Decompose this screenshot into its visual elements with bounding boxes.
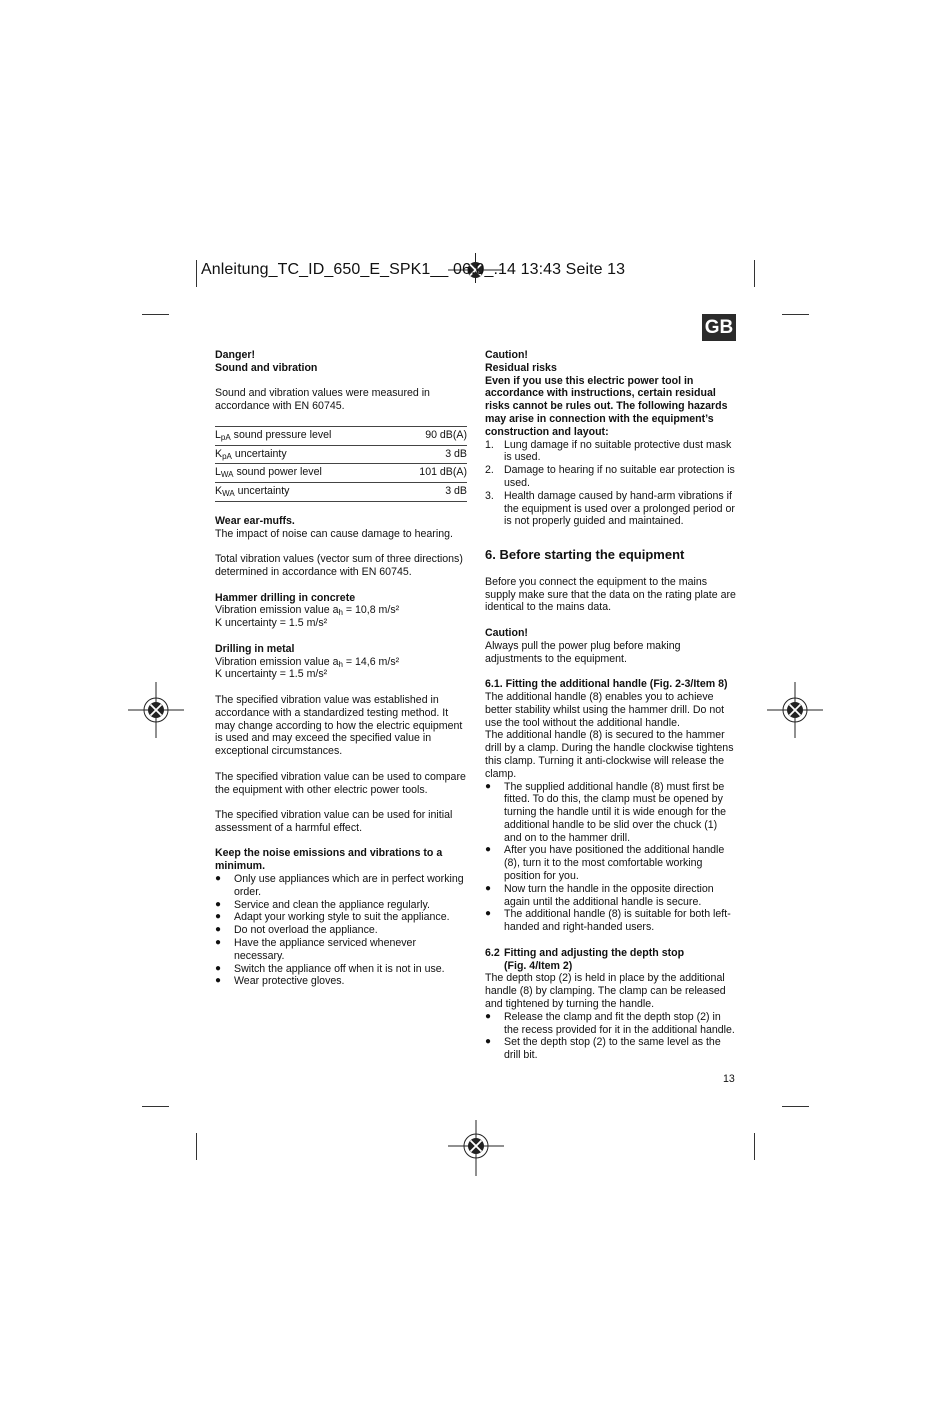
left-column [215, 349, 468, 988]
metal-drilling-heading: Drilling in metal [215, 642, 295, 655]
caution-heading: Caution! [485, 349, 528, 361]
section-6-text: Before you connect the equipment to the mains supply make sure that the data on the rating plate are identical to the mains data. [485, 575, 736, 614]
measure-intro: Sound and vibration values were measured in accordance with EN 60745. [215, 387, 430, 413]
crop-mark [142, 1106, 169, 1107]
list-item: ● Set the depth stop (2) to the same level as the drill bit. [485, 1036, 737, 1062]
metal-uncertainty: K uncertainty = 1.5 m/s² [215, 668, 328, 681]
danger-heading: Danger! [215, 349, 256, 361]
list-item: ● After you have positioned the additional handle (8), turn it to the most comfortable working position for you. [485, 844, 737, 882]
table-row: $L_{pA}$ sound pressure level 90 dB(A) [215, 426, 467, 445]
residual-risks-text: Even if you use this electric power tool in accordance with instructions, certain residual risks cannot be rules out. The following hazards may arise in connection with the equipment’s construction and layout: [485, 374, 728, 438]
ear-muffs-text: The impact of noise can cause damage to hearing. [215, 527, 453, 540]
crop-mark [196, 260, 197, 287]
section-6-2-list [485, 1011, 737, 1062]
section-6-2-heading: 6.2 Fitting and adjusting the depth stop (Fig. 4/Item 2) [485, 946, 685, 972]
list-item: 1. Lung damage if no suitable protective dust mask is used. [485, 438, 732, 464]
list-item: ● The supplied additional handle (8) must first be fitted. To do this, the clamp must be opened by turning the handle until it is wide enough for the additional handle to be slid over the chuck (1) and on to the hammer drill. [485, 781, 737, 845]
crop-mark [754, 1133, 755, 1160]
registration-mark-icon [128, 682, 184, 738]
list-item: ● Now turn the handle in the opposite direction again until the additional handle is secure. [485, 883, 737, 909]
metal-emission-value: Vibration emission value $a_h = 14,6$ m/s² [215, 655, 400, 669]
sound-table [215, 426, 467, 502]
sound-vibration-heading: Sound and vibration [215, 361, 318, 374]
section-6-heading: 6. Before starting the equipment [485, 546, 685, 562]
list-item: ● Switch the appliance off when it is not in use. [215, 963, 468, 976]
crop-mark [196, 1133, 197, 1160]
registration-mark-icon [448, 1120, 504, 1176]
list-item: 3. Health damage caused by hand-arm vibrations if the equipment is used over a prolonged period or is not properly guided and maintained. [485, 489, 735, 528]
keep-emissions-heading: Keep the noise emissions and vibrations to a minimum. [215, 847, 443, 873]
list-item: 2. Damage to hearing if no suitable ear protection is used. [485, 464, 735, 489]
table-row: $K_{pA}$ uncertainty 3 dB [215, 445, 467, 464]
list-item: ● Only use appliances which are in perfect working order. [215, 873, 468, 899]
list-item: ● Have the appliance serviced whenever necessary. [215, 937, 468, 963]
right-column [485, 349, 737, 1062]
spec-paragraph-1: The specified vibration value was established in accordance with a standardized testing method. It may change according to how the electric equipment is used and may exceed the specified value in exceptional circumstances. [215, 693, 463, 758]
table-row: $L_{WA}$ sound power level 101 dB(A) [215, 464, 467, 483]
section-6-1-para-1: The additional handle (8) enables you to achieve better stability whilst using the hammer drill. Do not use the tool without the additional handle. [485, 690, 725, 729]
print-header: Anleitung_TC_ID_650_E_SPK1__ 06.0_.14 13:43 Seite 13 [201, 261, 626, 278]
list-item: ● Do not overload the appliance. [215, 924, 468, 937]
section-6-2-para-1: The depth stop (2) is held in place by the additional handle (8) by clamping. The clamp can be released and tightened by turning the handle. [485, 972, 726, 1011]
residual-risks-heading: Residual risks [485, 361, 557, 374]
list-item: ● Wear protective gloves. [215, 975, 468, 988]
page-number: 13 [723, 1073, 735, 1085]
section-6-1-heading: 6.1. Fitting the additional handle (Fig. 2-3/Item 8) [485, 678, 728, 691]
vibration-total-text: Total vibration values (vector sum of three directions) determined in accordance with EN 60745. [215, 553, 463, 578]
ear-muffs-heading: Wear ear-muffs. [215, 514, 295, 527]
hammer-drilling-heading: Hammer drilling in concrete [215, 591, 356, 604]
registration-mark-icon [767, 682, 823, 738]
hammer-uncertainty: K uncertainty = 1.5 m/s² [215, 617, 328, 630]
caution-text-2: Always pull the power plug before making adjustments to the equipment. [485, 639, 681, 665]
spec-paragraph-3: The specified vibration value can be used for initial assessment of a harmful effect. [215, 809, 453, 834]
list-item: ● The additional handle (8) is suitable for both left-handed and right-handed users. [485, 908, 737, 934]
residual-risks-list [485, 439, 737, 529]
keep-emissions-list [215, 873, 468, 988]
crop-mark [782, 1106, 809, 1107]
section-6-1-para-2: The additional handle (8) is secured to the hammer drill by a clamp. During the handle clockwise tightens this clamp. Turning it anti-clockwise will release the clamp. [485, 729, 734, 780]
caution-heading-2: Caution! [485, 626, 528, 639]
table-row: $K_{WA}$ uncertainty 3 dB [215, 483, 467, 502]
language-badge: GB [702, 314, 736, 341]
section-6-1-list [485, 781, 737, 935]
crop-mark [754, 260, 755, 287]
crop-mark [142, 314, 169, 315]
list-item: ● Release the clamp and fit the depth stop (2) in the recess provided for it in the additional handle. [485, 1011, 737, 1037]
spec-paragraph-2: The specified vibration value can be used to compare the equipment with other electric power tools. [215, 770, 466, 796]
list-item: ● Adapt your working style to suit the appliance. [215, 911, 468, 924]
list-item: ● Service and clean the appliance regularly. [215, 899, 468, 912]
crop-mark [782, 314, 809, 315]
hammer-emission-value: Vibration emission value $a_h = 10,8$ m/s² [215, 604, 400, 618]
